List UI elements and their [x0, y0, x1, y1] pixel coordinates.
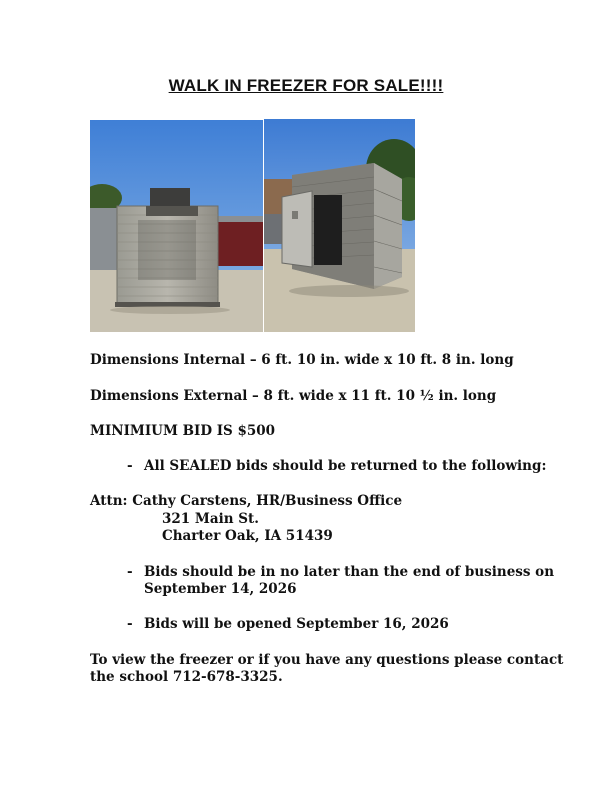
- address-city: Charter Oak, IA 51439: [162, 528, 333, 544]
- bullet-dash: -: [127, 458, 133, 474]
- bullet-dash: -: [127, 616, 133, 632]
- contact-line-1: To view the freezer or if you have any questions please contact: [90, 652, 564, 668]
- bullet-dash: -: [127, 564, 133, 580]
- dimensions-external: Dimensions External – 8 ft. wide x 11 ft. 10 ½ in. long: [90, 388, 497, 404]
- address-street: 321 Main St.: [162, 511, 259, 527]
- freezer-side-open-door-photo: [264, 119, 415, 332]
- deadline-line-1: Bids should be in no later than the end of business on: [144, 564, 555, 580]
- sealed-bids-instruction: All SEALED bids should be returned to the following:: [144, 458, 547, 474]
- contact-line-2: the school 712-678-3325.: [90, 669, 283, 685]
- bids-opening: Bids will be opened September 16, 2026: [144, 616, 449, 632]
- minimum-bid: MINIMIUM BID IS $500: [90, 423, 276, 439]
- dimensions-internal: Dimensions Internal – 6 ft. 10 in. wide x 10 ft. 8 in. long: [90, 352, 514, 368]
- deadline-line-2: September 14, 2026: [144, 581, 297, 597]
- page-title: WALK IN FREEZER FOR SALE!!!!: [168, 76, 444, 95]
- freezer-front-photo: [90, 120, 263, 332]
- attn-line: Attn: Cathy Carstens, HR/Business Office: [90, 493, 403, 509]
